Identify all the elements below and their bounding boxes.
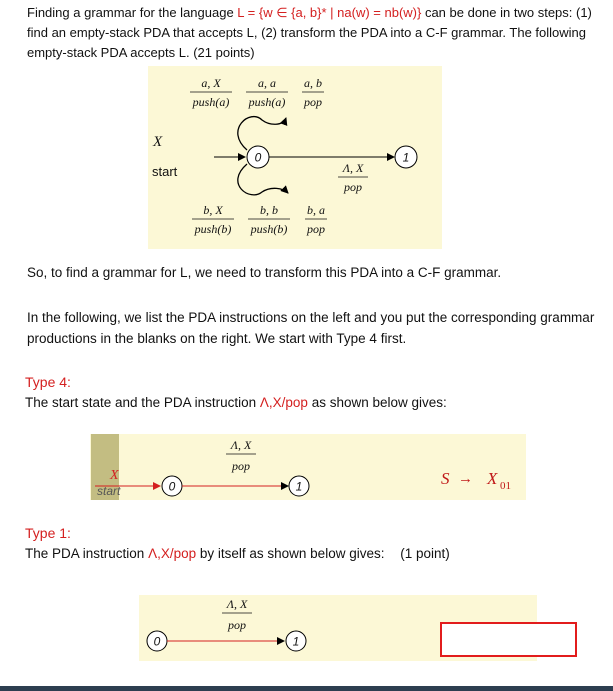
type1-points: (1 point) xyxy=(400,546,450,561)
bottom-label-3-input: b, a xyxy=(307,203,325,217)
intro-points: (21 points) xyxy=(193,45,255,60)
type1-label-input: Λ, X xyxy=(226,597,248,611)
type4-start-label: start xyxy=(97,484,121,498)
bottom-label-2-action: push(b) xyxy=(250,222,288,236)
type4-state-1-label: 1 xyxy=(295,479,303,494)
type4-text-after: as shown below gives: xyxy=(307,395,447,410)
type1-label-action: pop xyxy=(228,618,246,632)
top-label-1-input: a, X xyxy=(201,76,221,90)
bottom-divider xyxy=(0,686,613,691)
production-subscript: 01 xyxy=(500,480,511,492)
production-rhs: X xyxy=(487,469,498,488)
type1-state-1-label: 1 xyxy=(292,634,300,649)
top-label-1-action: push(a) xyxy=(192,95,230,109)
transition-input: Λ, X xyxy=(342,161,364,175)
paragraph-transform: So, to find a grammar for L, we need to transform this PDA into a C-F grammar. xyxy=(27,265,502,280)
type4-label-input: Λ, X xyxy=(230,438,252,452)
type4-label-action: pop xyxy=(232,459,250,473)
stack-start-symbol: X xyxy=(153,134,163,150)
language-definition: L = {w ∈ {a, b}* | na(w) = nb(w)} xyxy=(237,5,422,20)
type4-heading: Type 4: xyxy=(25,374,71,390)
state-0-label: 0 xyxy=(254,150,262,165)
bottom-label-2-input: b, b xyxy=(260,203,278,217)
top-label-3-input: a, b xyxy=(304,76,322,90)
bottom-label-1-input: b, X xyxy=(203,203,223,217)
start-label: start xyxy=(152,164,178,179)
type1-description xyxy=(25,546,450,561)
type4-diagram xyxy=(0,430,613,510)
type1-state-0-label: 0 xyxy=(153,634,161,649)
type4-description xyxy=(25,395,447,410)
intro-text-2: can be done in two steps: (1) find an empty-stack PDA that accepts L, (2) transform the PDA into a C-F grammar. The following empty-stack PDA accepts L. xyxy=(27,5,592,60)
bottom-label-1-action: push(b) xyxy=(194,222,232,236)
top-label-3-action: pop xyxy=(304,95,322,109)
bottom-label-3-action: pop xyxy=(307,222,325,236)
type1-text-before: The PDA instruction xyxy=(25,546,149,561)
top-label-2-input: a, a xyxy=(258,76,276,90)
production-lhs: S xyxy=(441,469,450,488)
top-label-2-action: push(a) xyxy=(248,95,286,109)
loop-bottom xyxy=(238,164,288,195)
intro-text-1: Finding a grammar for the language xyxy=(27,5,238,20)
type4-text-before: The start state and the PDA instruction xyxy=(25,395,260,410)
type4-stack-symbol: X xyxy=(110,468,119,483)
type4-state-0-label: 0 xyxy=(168,479,176,494)
pda-diagram xyxy=(0,0,613,260)
state-1-label: 1 xyxy=(402,150,410,165)
loop-top xyxy=(238,117,286,150)
type1-instruction: Λ,X/pop xyxy=(148,546,197,561)
type1-answer-field[interactable] xyxy=(440,622,577,657)
paragraph-instructions: In the following, we list the PDA instructions on the left and you put the corresponding grammar productions in the blanks on the right. We start with Type 4 first. xyxy=(27,310,595,346)
transition-action: pop xyxy=(344,180,362,194)
type4-instruction: Λ,X/pop xyxy=(259,395,308,410)
production-arrow: → xyxy=(458,471,473,487)
type1-heading: Type 1: xyxy=(25,525,71,541)
type1-text-after: by itself as shown below gives: xyxy=(196,546,385,561)
